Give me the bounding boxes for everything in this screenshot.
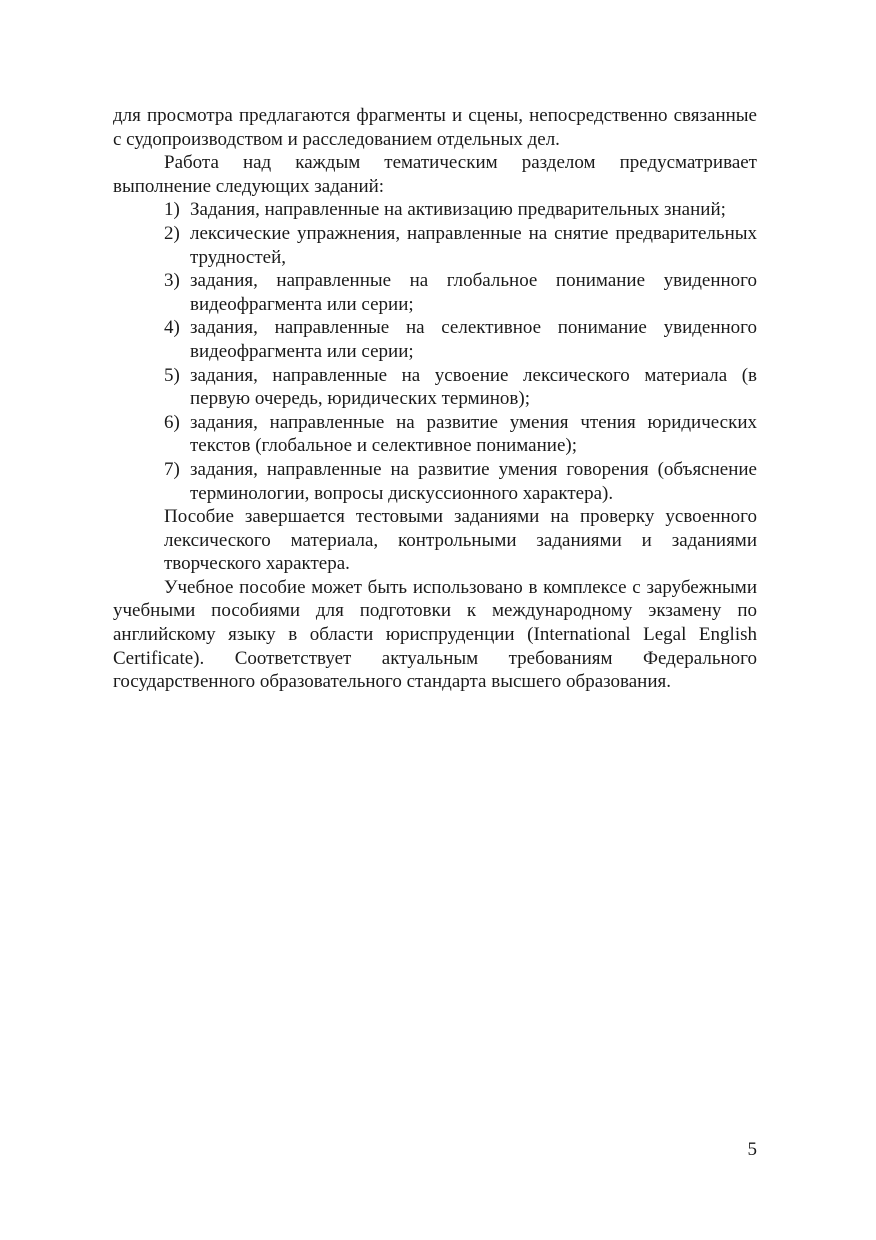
list-item-text: задания, направленные на усвоение лексического материала (в первую очередь, юридических терминов); <box>190 364 757 410</box>
list-item-number: 4) <box>164 317 180 339</box>
closing-paragraph: Пособие завершается тестовыми заданиями на проверку усвоенного лексического материала, контрольными заданиями и заданиями творческого характера. <box>164 506 757 575</box>
list-item-text: задания, направленные на селективное понимание увиденного видеофрагмента или серии; <box>190 317 757 362</box>
page-body <box>113 104 757 694</box>
final-paragraph: Учебное пособие может быть использовано в комплексе с зарубежными учебными пособиями для подготовки к международному экзамену по английскому языку в области юриспруденции (International Legal English Certificate). Соответствует актуальным требованиям Федерального государственного образовательного стандарта высшего образования. <box>113 576 757 693</box>
list-item-number: 1) <box>164 199 180 221</box>
list-item <box>113 198 757 222</box>
list-item <box>113 364 757 411</box>
task-list <box>113 198 757 505</box>
list-item-text: Задания, направленные на активизацию предварительных знаний; <box>190 199 726 221</box>
list-item-text: задания, направленные на глобальное понимание увиденного видеофрагмента или серии; <box>190 270 757 315</box>
list-item-text: задания, направленные на развитие умения чтения юридических текстов (глобальное и селективное понимание); <box>190 411 757 457</box>
list-item <box>113 222 757 269</box>
list-item-number: 5) <box>164 364 180 386</box>
list-item-number: 6) <box>164 411 180 433</box>
intro-paragraph: для просмотра предлагаются фрагменты и сцены, непосредственно связанные с судопроизводством и расследованием отдельных дел. <box>113 105 757 150</box>
list-item-text: задания, направленные на развитие умения говорения (объяснение терминологии, вопросы дискуссионного характера). <box>190 458 757 504</box>
list-item-number: 3) <box>164 270 180 292</box>
list-item-text: лексические упражнения, направленные на снятие предварительных трудностей, <box>190 222 757 268</box>
tasks-intro-paragraph: Работа над каждым тематическим разделом предусматривает выполнение следующих заданий: <box>113 152 757 197</box>
list-item <box>113 411 757 458</box>
list-item <box>113 316 757 363</box>
list-item <box>113 458 757 505</box>
list-item <box>113 269 757 316</box>
list-item-number: 2) <box>164 222 180 244</box>
page-number: 5 <box>747 1139 757 1160</box>
list-item-number: 7) <box>164 458 180 480</box>
